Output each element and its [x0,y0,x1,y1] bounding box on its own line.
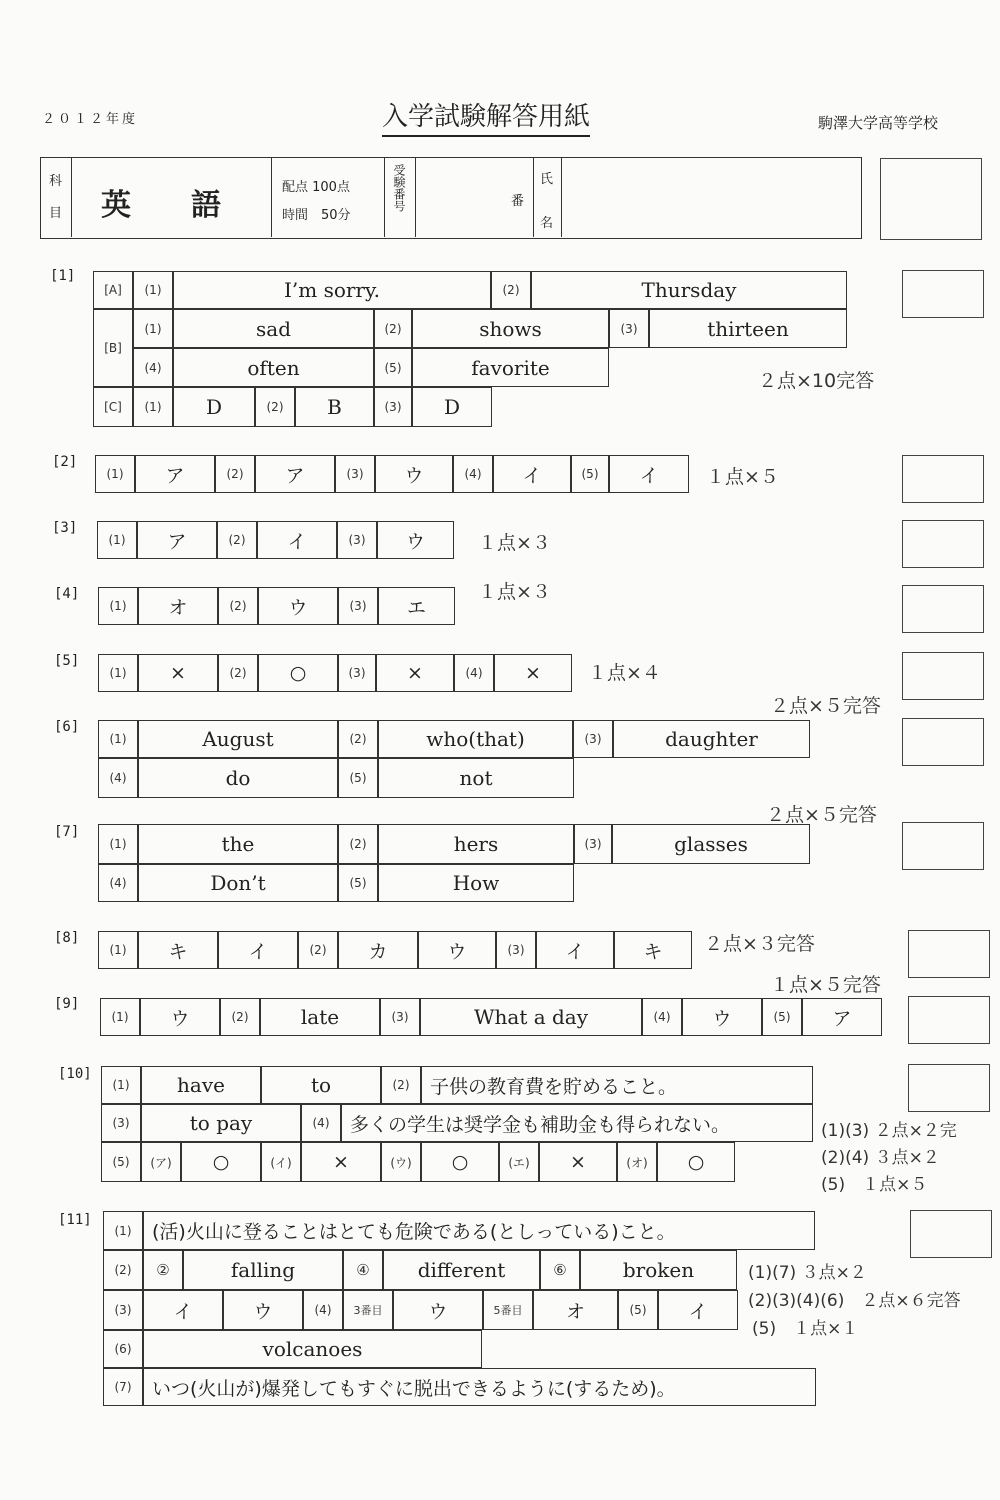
school-name: 駒澤大学高等学校 [818,114,939,132]
subject-label-cell: 科 目 [41,158,72,237]
q11-3b-answer[interactable]: ウ [223,1290,303,1330]
q6-score-box[interactable] [902,718,984,766]
q9-3-answer[interactable]: What a day [420,998,642,1036]
q2-4-answer[interactable]: イ [493,455,571,493]
q2-2-answer[interactable]: ア [255,455,335,493]
q3-3-answer[interactable]: ウ [377,521,454,559]
q2-3-answer[interactable]: ウ [375,455,453,493]
q7-number: [7] [54,824,80,840]
q4-2-answer[interactable]: ウ [258,587,338,625]
q6-2-answer[interactable]: who(that) [378,720,573,758]
q1b-3-answer[interactable]: thirteen [649,309,847,348]
name-field[interactable] [561,158,859,237]
q1a-1-answer[interactable]: I’m sorry. [173,271,491,309]
q9-1-answer[interactable]: ウ [140,998,220,1036]
q11-7-answer[interactable]: いつ(火山が)爆発してもすぐに脱出できるように(するため)。 [143,1368,816,1406]
q11-scoring-3: (5) １点×１ [752,1319,859,1339]
q4-3-answer[interactable]: エ [378,587,455,625]
q10-5e-answer[interactable]: ○ [657,1142,735,1182]
q9-2-answer[interactable]: late [260,998,380,1036]
q2-number: [2] [52,454,78,470]
q5-scoring: １点×４ [588,662,661,684]
q10-5b-answer[interactable]: × [301,1142,381,1182]
q10-number: [10] [58,1066,92,1082]
exam-year: ２０１２年度 [42,112,139,127]
q1c-1-answer[interactable]: D [173,387,255,427]
q4-1-answer[interactable]: オ [138,587,218,625]
q3-1-answer[interactable]: ア [137,521,217,559]
q6-number: [6] [54,719,80,735]
q11-2c-answer[interactable]: broken [580,1250,737,1290]
q8-1a-answer[interactable]: キ [138,931,218,969]
q8-2a-answer[interactable]: カ [338,931,418,969]
q1b-5-answer[interactable]: favorite [412,348,609,387]
q11-score-box[interactable] [910,1210,992,1258]
q1c-2-answer[interactable]: B [295,387,374,427]
q8-scoring: ２点×３完答 [704,933,815,955]
q5-4-answer[interactable]: × [494,654,572,692]
q11-6-answer[interactable]: volcanoes [143,1330,482,1368]
q1b-2-label: (2) [374,309,412,348]
q8-number: [8] [54,930,80,946]
q1b-1-label: (1) [133,309,173,348]
q11-scoring-1: (1)(7) ３点×２ [748,1263,867,1283]
q7-score-box[interactable] [902,822,984,870]
q4-score-box[interactable] [902,585,984,633]
q10-scoring-3: (5) １点×５ [821,1175,928,1195]
header-table [40,157,862,239]
q3-number: [3] [52,520,78,536]
exam-number-field[interactable]: 番 [415,158,534,237]
q1a-1-label: (1) [133,271,173,309]
q8-1b-answer[interactable]: イ [218,931,298,969]
q5-1-answer[interactable]: × [138,654,218,692]
q7-4-answer[interactable]: Don’t [138,864,338,902]
q10-5a-answer[interactable]: ○ [181,1142,261,1182]
q1-label-b: [B] [93,309,133,387]
q5-2-answer[interactable]: ○ [258,654,338,692]
q6-3-answer[interactable]: daughter [613,720,810,758]
total-score-box[interactable] [880,158,982,240]
q2-1-answer[interactable]: ア [135,455,215,493]
q10-4-answer[interactable]: 多くの学生は奨学金も補助金も得られない。 [341,1104,813,1142]
q10-2-answer[interactable]: 子供の教育費を貯めること。 [421,1066,813,1104]
q11-4b-answer[interactable]: オ [533,1290,618,1330]
q1-number: [1] [50,268,76,284]
q11-2a-answer[interactable]: falling [183,1250,343,1290]
q7-5-answer[interactable]: How [378,864,574,902]
q1b-4-label: (4) [133,348,173,387]
exam-number-label-cell: 受験番号 [383,158,416,237]
q9-5-answer[interactable]: ア [802,998,882,1036]
q3-scoring: １点×３ [478,532,551,554]
q8-score-box[interactable] [908,930,990,978]
q4-scoring: １点×３ [478,581,551,603]
q1a-2-answer[interactable]: Thursday [531,271,847,309]
q9-4-answer[interactable]: ウ [682,998,762,1036]
q1c-1-label: (1) [133,387,173,427]
q10-1a-answer[interactable]: have [141,1066,261,1104]
q1-score-box[interactable] [902,270,984,318]
q9-scoring: １点×５完答 [770,974,881,996]
q8-3a-answer[interactable]: イ [536,931,614,969]
q10-3-answer[interactable]: to pay [141,1104,301,1142]
q1c-3-label: (3) [374,387,412,427]
q1c-3-answer[interactable]: D [412,387,492,427]
q7-1-answer[interactable]: the [138,824,338,864]
q1b-3-label: (3) [609,309,649,348]
q11-scoring-2: (2)(3)(4)(6) ２点×６完答 [748,1291,961,1311]
q10-score-box[interactable] [908,1064,990,1112]
q2-scoring: １点×５ [706,466,779,488]
q10-scoring-1: (1)(3) ２点×２完 [821,1121,957,1141]
q2-score-box[interactable] [902,455,984,503]
q1b-5-label: (5) [374,348,412,387]
q11-number: [11] [58,1212,92,1228]
q1a-2-label: (2) [491,271,531,309]
q7-2-answer[interactable]: hers [378,824,574,864]
q6-1-answer[interactable]: August [138,720,338,758]
q1-label-a: [A] [93,271,133,309]
q10-1b-answer[interactable]: to [261,1066,381,1104]
q5-number: [5] [54,653,80,669]
q1c-2-label: (2) [255,387,295,427]
score-time-cell: 配点 100点 時間 50分 [271,158,385,237]
q9-score-box[interactable] [908,996,990,1044]
q5-3-answer[interactable]: × [376,654,454,692]
q4-number: [4] [54,586,80,602]
q8-3b-answer[interactable]: キ [614,931,692,969]
q11-3a-answer[interactable]: イ [143,1290,223,1330]
q2-5-answer[interactable]: イ [609,455,689,493]
q11-4a-answer[interactable]: ウ [393,1290,483,1330]
page-title: 入学試験解答用紙 [382,96,590,137]
q1b-4-answer[interactable]: often [173,348,374,387]
q11-1-answer[interactable]: (活)火山に登ることはとても危険である(としっている)こと。 [143,1211,815,1250]
q7-3-answer[interactable]: glasses [612,824,810,864]
q10-5c-answer[interactable]: ○ [421,1142,499,1182]
q1b-2-answer[interactable]: shows [412,309,609,348]
q1-label-c: [C] [93,387,133,427]
q8-2b-answer[interactable]: ウ [418,931,496,969]
q3-score-box[interactable] [902,520,984,568]
q1-scoring: ２点×10完答 [758,370,875,392]
q11-2b-answer[interactable]: different [383,1250,540,1290]
q11-5-answer[interactable]: イ [658,1290,738,1330]
q1b-1-answer[interactable]: sad [173,309,374,348]
q5-score-box[interactable] [902,652,984,700]
q10-scoring-2: (2)(4) ３点×２ [821,1148,940,1168]
name-label-cell: 氏 名 [533,158,562,237]
q3-2-answer[interactable]: イ [257,521,337,559]
q7-scoring: ２点×５完答 [766,804,877,826]
q6-scoring: ２点×５完答 [770,695,881,717]
subject-name: 英 語 [101,188,221,223]
q9-number: [9] [54,996,80,1012]
q10-5d-answer[interactable]: × [539,1142,617,1182]
q6-4-answer[interactable]: do [138,758,338,798]
q6-5-answer[interactable]: not [378,758,574,798]
